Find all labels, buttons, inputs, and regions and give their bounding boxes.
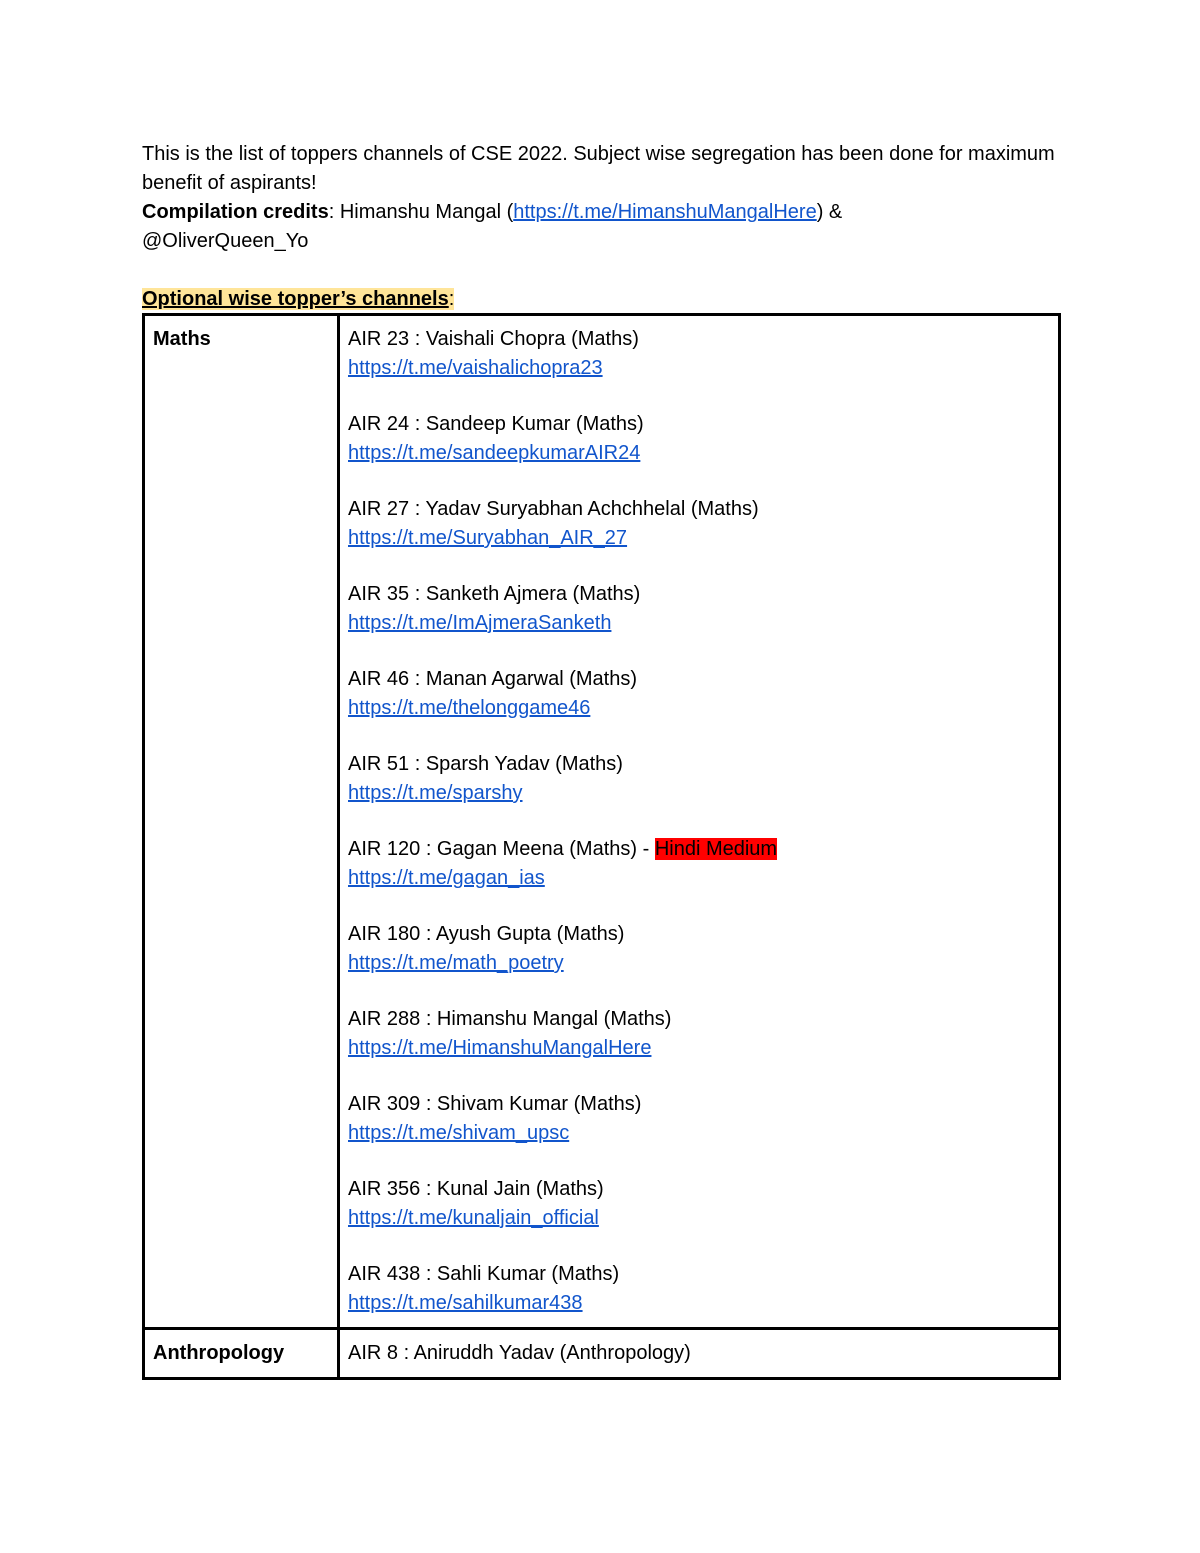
list-item (348, 750, 1050, 808)
list-item (348, 835, 1050, 893)
list-item (348, 325, 1050, 383)
credits-text-end: ) & (816, 201, 843, 223)
channel-link-line (348, 864, 1050, 893)
subject-cell: Anthropology (144, 1329, 339, 1379)
list-item (348, 1090, 1050, 1148)
channel-link[interactable]: https://t.me/ImAjmeraSanketh (348, 612, 612, 634)
channel-link-line (348, 354, 1050, 383)
list-item (348, 1260, 1050, 1318)
channel-link[interactable]: https://t.me/math_poetry (348, 952, 564, 974)
list-item (348, 495, 1050, 553)
topper-title: AIR 27 : Yadav Suryabhan Achchhelal (Maths) (348, 498, 759, 520)
channel-link[interactable]: https://t.me/sparshy (348, 782, 523, 804)
topper-title: AIR 180 : Ayush Gupta (Maths) (348, 923, 625, 945)
channel-link-line (348, 1119, 1050, 1148)
list-item (348, 580, 1050, 638)
channels-cell (339, 1329, 1060, 1379)
intro-text: This is the list of toppers channels of CSE 2022. Subject wise segregation has been done for maximum benefit of aspirants! (142, 143, 1055, 194)
channel-link-line (348, 1204, 1050, 1233)
channel-link-line (348, 524, 1050, 553)
credits-line (142, 198, 1062, 227)
channel-link-line (348, 949, 1050, 978)
list-item (348, 410, 1050, 468)
section-heading-text: Optional wise topper’s channels (142, 288, 449, 310)
toppers-table (142, 313, 1061, 1380)
topper-title: AIR 120 : Gagan Meena (Maths) - Hindi Medium (348, 838, 778, 860)
channel-link[interactable]: https://t.me/gagan_ias (348, 867, 545, 889)
subject-cell: Maths (144, 315, 339, 1329)
section-heading-colon: : (448, 288, 455, 310)
credits-text: : Himanshu Mangal ( (328, 201, 514, 223)
section-heading (142, 285, 1062, 314)
topper-title: AIR 23 : Vaishali Chopra (Maths) (348, 328, 639, 350)
list-item (348, 665, 1050, 723)
channel-link-line (348, 1289, 1050, 1318)
credits-link[interactable]: https://t.me/HimanshuMangalHere (513, 201, 817, 223)
channel-link-line (348, 609, 1050, 638)
list-item (348, 1175, 1050, 1233)
channel-link[interactable]: https://t.me/sahilkumar438 (348, 1292, 583, 1314)
channel-link[interactable]: https://t.me/thelonggame46 (348, 697, 591, 719)
channel-link[interactable]: https://t.me/vaishalichopra23 (348, 357, 603, 379)
document-page (142, 140, 1062, 1380)
intro-block (142, 140, 1062, 256)
medium-badge: Hindi Medium (654, 838, 778, 860)
list-item (348, 920, 1050, 978)
topper-title: AIR 35 : Sanketh Ajmera (Maths) (348, 583, 641, 605)
topper-title: AIR 24 : Sandeep Kumar (Maths) (348, 413, 644, 435)
channel-link[interactable]: https://t.me/shivam_upsc (348, 1122, 570, 1144)
topper-title: AIR 438 : Sahli Kumar (Maths) (348, 1263, 620, 1285)
topper-title: AIR 8 : Aniruddh Yadav (Anthropology) (348, 1342, 691, 1364)
channel-link[interactable]: https://t.me/sandeepkumarAIR24 (348, 442, 641, 464)
topper-title: AIR 309 : Shivam Kumar (Maths) (348, 1093, 642, 1115)
credits-handle: @OliverQueen_Yo (142, 230, 309, 252)
channel-link-line (348, 694, 1050, 723)
topper-title: AIR 356 : Kunal Jain (Maths) (348, 1178, 604, 1200)
table-row (144, 1329, 1060, 1379)
channel-link-line (348, 439, 1050, 468)
channel-link[interactable]: https://t.me/Suryabhan_AIR_27 (348, 527, 628, 549)
channels-cell (339, 315, 1060, 1329)
topper-title: AIR 51 : Sparsh Yadav (Maths) (348, 753, 623, 775)
channel-link[interactable]: https://t.me/HimanshuMangalHere (348, 1037, 652, 1059)
credits-label: Compilation credits (142, 201, 329, 223)
table-row (144, 315, 1060, 1329)
channel-link-line (348, 1034, 1050, 1063)
topper-title: AIR 46 : Manan Agarwal (Maths) (348, 668, 638, 690)
list-item (348, 1339, 1050, 1368)
topper-title: AIR 288 : Himanshu Mangal (Maths) (348, 1008, 672, 1030)
channel-link[interactable]: https://t.me/kunaljain_official (348, 1207, 599, 1229)
list-item (348, 1005, 1050, 1063)
channel-link-line (348, 779, 1050, 808)
